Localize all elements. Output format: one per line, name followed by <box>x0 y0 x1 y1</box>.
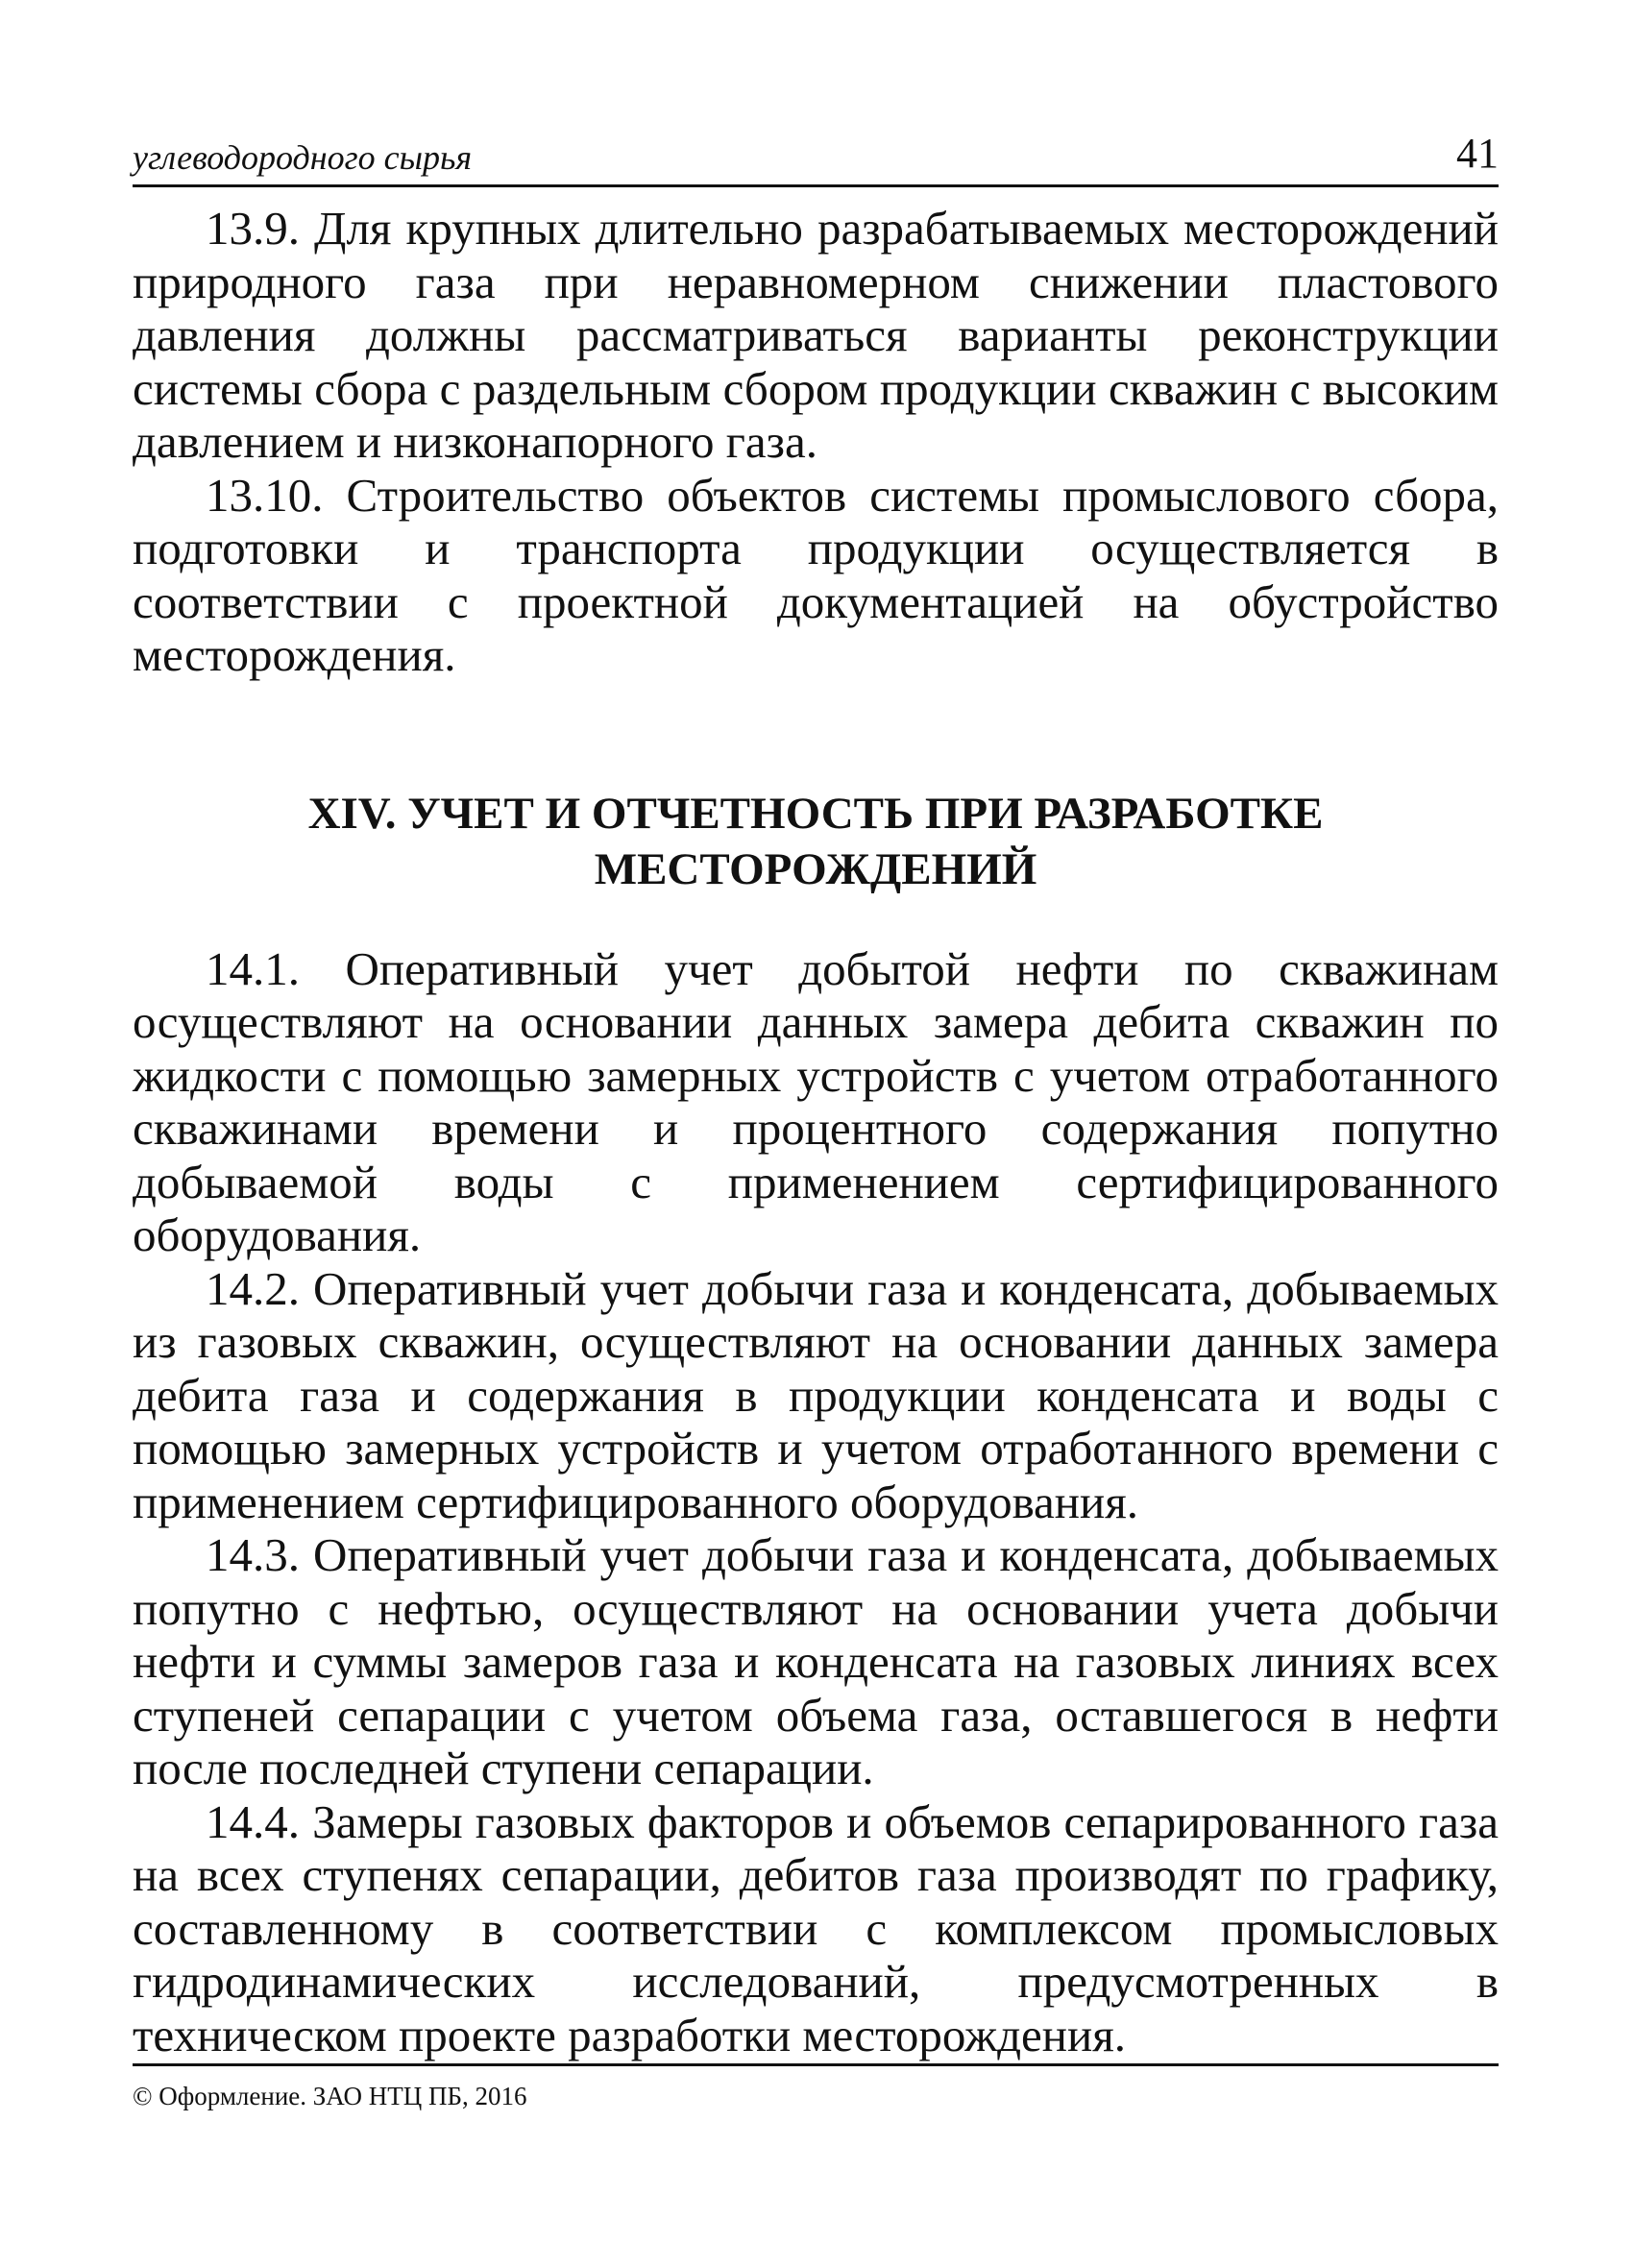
paragraph-14-3: 14.3. Оперативный учет добычи газа и конденсата, добываемых попутно с нефтью, осуществляют на основании учета добычи нефти и суммы замеров газа и конденсата на газовых линиях всех ступеней сепарации с учетом объема газа, оставшегося в нефти после последней ступени сепарации. <box>133 1528 1499 1794</box>
paragraph-14-2: 14.2. Оперативный учет добычи газа и конденсата, добываемых из газовых скважин, осуществляют на основании данных замера дебита газа и содержания в продукции конденсата и воды с помощью замерных устройств и учетом отработанного времени с применением сертифицированного оборудования. <box>133 1261 1499 1528</box>
copyright-notice: © Оформление. ЗАО НТЦ ПБ, 2016 <box>133 2082 527 2110</box>
page-footer <box>133 2063 1499 2112</box>
paragraph-13-10: 13.10. Строительство объектов системы промыслового сбора, подготовки и транспорта продукции осуществляется в соответствии с проектной документацией на обустройство месторождения. <box>133 468 1499 681</box>
paragraph-14-4: 14.4. Замеры газовых факторов и объемов сепарированного газа на всех ступенях сепарации, дебитов газа производят по графику, составленному в соответствии с комплексом промысловых гидродинамических исследований, предусмотренных в техническом проекте разработки месторождения. <box>133 1794 1499 2061</box>
document-page <box>133 125 1499 2161</box>
running-header <box>133 125 1499 187</box>
paragraph-13-9: 13.9. Для крупных длительно разрабатываемых месторождений природного газа при неравномерном снижении пластового давления должны рассматриваться варианты реконструкции системы сбора с раздельным сбором продукции скважин с высоким давлением и низконапорного газа. <box>133 202 1499 468</box>
section-heading-line-1: XIV. УЧЕТ И ОТЧЕТНОСТЬ ПРИ РАЗРАБОТКЕ <box>307 788 1324 839</box>
running-title: углеводородного сырья <box>133 138 473 177</box>
paragraph-14-1: 14.1. Оперативный учет добытой нефти по скважинам осуществляют на основании данных замера дебита скважин по жидкости с помощью замерных устройств с учетом отработанного скважинами времени и процентного содержания попутно добываемой воды с применением сертифицированного оборудования. <box>133 941 1499 1261</box>
section-heading-line-2: МЕСТОРОЖДЕНИЙ <box>594 843 1037 894</box>
section-heading <box>133 786 1499 897</box>
body-text <box>133 202 1499 2061</box>
page-number: 41 <box>1456 130 1499 177</box>
